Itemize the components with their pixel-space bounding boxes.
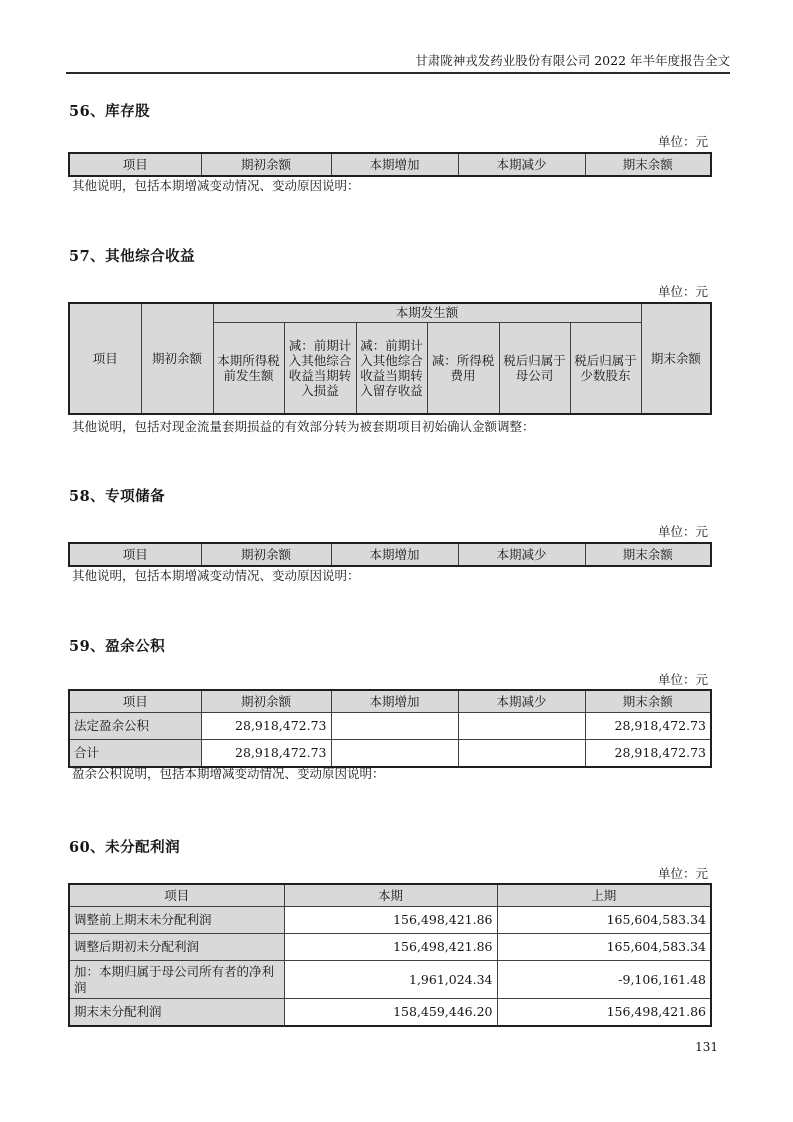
col-header-item: 项目 (69, 543, 201, 566)
cell-prior-period: 156,498,421.86 (497, 999, 711, 1027)
section-56-note: 其他说明，包括本期增减变动情况、变动原因说明： (72, 178, 360, 193)
section-57-unit-label: 单位：元 (657, 284, 708, 299)
cell-opening-balance: 28,918,472.73 (201, 740, 331, 768)
col-header-opening-balance: 期初余额 (201, 153, 331, 176)
table-row-pre-adjust-prior-end (69, 907, 711, 934)
col-header-closing-balance: 期末余额 (585, 543, 711, 566)
col-header-closing-balance: 期末余额 (641, 303, 711, 414)
table-header-row (69, 884, 711, 907)
row-label: 调整后期初未分配利润 (69, 934, 284, 961)
col-header-opening-balance: 期初余额 (141, 303, 213, 414)
row-label: 期末未分配利润 (69, 999, 284, 1027)
col-header-current-increase: 本期增加 (331, 543, 458, 566)
section-58-unit-label: 单位：元 (657, 524, 708, 539)
cell-prior-period: -9,106,161.48 (497, 961, 711, 999)
col-header-less-income-tax: 减：所得税费用 (427, 323, 499, 415)
col-header-current-increase: 本期增加 (331, 153, 458, 176)
section-60-unit-label: 单位：元 (657, 866, 708, 881)
page-number: 131 (695, 1040, 718, 1054)
col-header-less-transfer-to-retained: 减：前期计入其他综合收益当期转入留存收益 (356, 323, 427, 415)
cell-prior-period: 165,604,583.34 (497, 907, 711, 934)
col-header-closing-balance: 期末余额 (585, 153, 711, 176)
section-59-title: 59、盈余公积 (69, 638, 166, 655)
col-header-current-decrease: 本期减少 (458, 153, 585, 176)
section-56-unit-label: 单位：元 (657, 134, 708, 149)
col-header-opening-balance: 期初余额 (201, 543, 331, 566)
section-56-title: 56、库存股 (69, 103, 151, 120)
surplus-reserve-table (68, 689, 712, 768)
report-header: 甘肃陇神戎发药业股份有限公司 2022 年半年度报告全文 (66, 53, 730, 74)
cell-current-period: 156,498,421.86 (284, 934, 497, 961)
section-57-note: 其他说明，包括对现金流量套期损益的有效部分转为被套期项目初始确认金额调整： (72, 419, 535, 434)
table-header-row (69, 153, 711, 176)
section-58-title: 58、专项储备 (69, 488, 166, 505)
other-comprehensive-income-table (68, 302, 712, 415)
cell-current-period: 158,459,446.20 (284, 999, 497, 1027)
section-60-title: 60、未分配利润 (69, 839, 181, 856)
special-reserve-table (68, 542, 712, 567)
section-58-note: 其他说明，包括本期增减变动情况、变动原因说明： (72, 568, 360, 583)
cell-current-decrease (458, 713, 585, 740)
row-label: 法定盈余公积 (69, 713, 201, 740)
cell-current-period: 156,498,421.86 (284, 907, 497, 934)
row-label: 合计 (69, 740, 201, 768)
col-header-current-increase: 本期增加 (331, 690, 458, 713)
table-header-row (69, 543, 711, 566)
row-label: 加：本期归属于母公司所有者的净利润 (69, 961, 284, 999)
table-header-row-group (69, 303, 711, 323)
col-header-current-period-group: 本期发生额 (213, 303, 641, 323)
col-header-current-decrease: 本期减少 (458, 690, 585, 713)
col-header-current-period: 本期 (284, 884, 497, 907)
table-row-post-adjust-opening (69, 934, 711, 961)
table-row-statutory-surplus (69, 713, 711, 740)
cell-closing-balance: 28,918,472.73 (585, 740, 711, 768)
col-header-item: 项目 (69, 690, 201, 713)
section-57-title: 57、其他综合收益 (69, 248, 196, 265)
section-59-unit-label: 单位：元 (657, 672, 708, 687)
cell-opening-balance: 28,918,472.73 (201, 713, 331, 740)
col-header-after-tax-parent: 税后归属于母公司 (499, 323, 570, 415)
row-label: 调整前上期末未分配利润 (69, 907, 284, 934)
col-header-item: 项目 (69, 884, 284, 907)
col-header-current-decrease: 本期减少 (458, 543, 585, 566)
col-header-pretax-amount: 本期所得税前发生额 (213, 323, 284, 415)
col-header-prior-period: 上期 (497, 884, 711, 907)
table-row-closing-undistributed (69, 999, 711, 1027)
cell-prior-period: 165,604,583.34 (497, 934, 711, 961)
table-header-row (69, 690, 711, 713)
cell-closing-balance: 28,918,472.73 (585, 713, 711, 740)
col-header-item: 项目 (69, 303, 141, 414)
undistributed-profit-table (68, 883, 712, 1027)
cell-current-decrease (458, 740, 585, 768)
col-header-closing-balance: 期末余额 (585, 690, 711, 713)
cell-current-increase (331, 740, 458, 768)
col-header-after-tax-minority: 税后归属于少数股东 (570, 323, 641, 415)
cell-current-period: 1,961,024.34 (284, 961, 497, 999)
col-header-opening-balance: 期初余额 (201, 690, 331, 713)
section-59-note: 盈余公积说明，包括本期增减变动情况、变动原因说明： (72, 766, 385, 781)
treasury-stock-table (68, 152, 712, 177)
table-row-add-net-profit-parent (69, 961, 711, 999)
cell-current-increase (331, 713, 458, 740)
col-header-less-transfer-to-pl: 减：前期计入其他综合收益当期转入损益 (284, 323, 356, 415)
col-header-item: 项目 (69, 153, 201, 176)
table-row-total (69, 740, 711, 768)
